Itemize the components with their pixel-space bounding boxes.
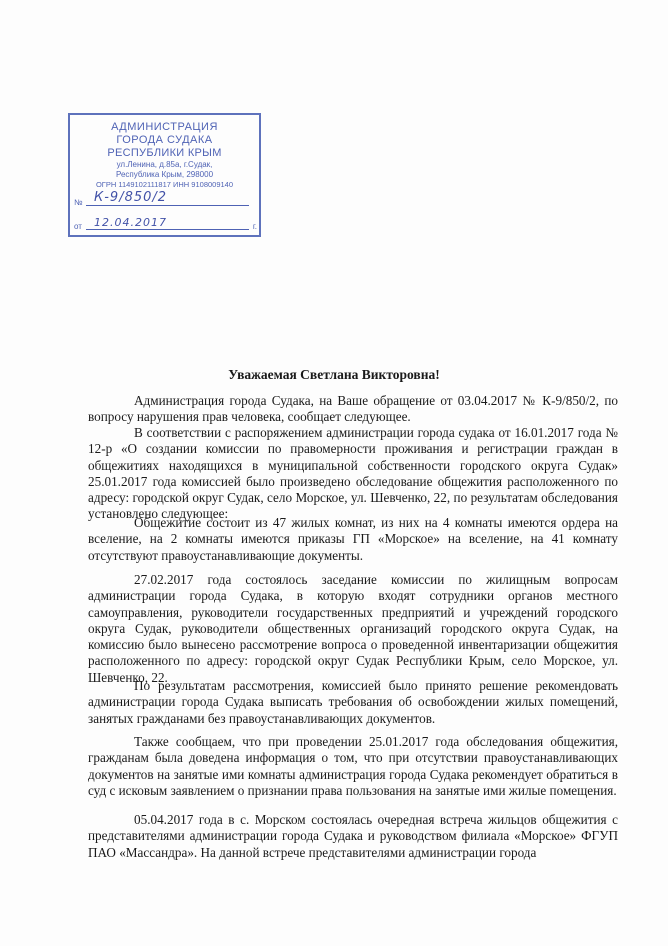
stamp-address-2: Республика Крым, 298000 [115, 170, 214, 179]
stamp-year-suffix: г. [252, 222, 257, 231]
stamp-number-line [86, 205, 249, 206]
paragraph-5: По результатам рассмотрения, комиссией было принято решение рекомендовать администрации города Судака выписать требования об освобождении жилых помещений, занятых гражданами без правоустанавливающих документов. [88, 678, 618, 726]
stamp-date-label: от [74, 222, 82, 231]
stamp-ogrn-inn: ОГРН 1149102111817 ИНН 9108009140 [95, 180, 234, 189]
paragraph-6: Также сообщаем, что при проведении 25.01.2017 года обследования общежития, гражданам была доведена информация о том, что при отсутствии правоустанавливающих документов на занятые ими комнаты администрация города Судака рекомендует обратиться в суд с исковым заявлением о признании права пользования на занятые ими жилые помещения. [88, 734, 618, 798]
paragraph-3: Общежитие состоит из 47 жилых комнат, из них на 4 комнаты имеются ордера на вселение, на 2 комнаты имеются приказы ГП «Морское» на вселение, на 41 комнату отсутствуют правоустанавливающие документы. [88, 515, 618, 563]
stamp-date-value: 12.04.2017 [94, 216, 167, 229]
stamp-address-1: ул.Ленина, д.85а, г.Судак, [116, 160, 213, 169]
stamp-line-2: ГОРОДА СУДАКА [116, 134, 213, 146]
letter-greeting: Уважаемая Светлана Викторовна! [228, 367, 440, 382]
stamp-date-line [86, 229, 249, 230]
stamp-date-row [74, 213, 257, 233]
paragraph-1: Администрация города Судака, на Ваше обращение от 03.04.2017 № К-9/850/2, по вопросу нарушения прав человека, сообщает следующее. [88, 393, 618, 425]
stamp-number-value: К-9/850/2 [94, 190, 168, 205]
paragraph-7: 05.04.2017 года в с. Морском состоялась очередная встреча жильцов общежития с представителями администрации города Судака и руководством филиала «Морское» ФГУП ПАО «Массандра». На данной встрече представителями администрации города [88, 812, 618, 860]
stamp-number-label: № [74, 198, 83, 207]
paragraph-2: В соответствии с распоряжением администрации города судака от 16.01.2017 года № 12-р «О создании комиссии по правомерности проживания и регистрации граждан в общежитиях находящихся в муниципальной собственности городского округа Судак» 25.01.2017 года комиссией было произведено обследование общежития расположенного по адресу: городской округ Судак, село Морское, ул. Шевченко, 22, по результатам обследования установлено следующее: [88, 425, 618, 522]
paragraph-4: 27.02.2017 года состоялось заседание комиссии по жилищным вопросам администрации города Судака, в которую входят сотрудники органов местного самоуправления, руководители государственных предприятий и учреждений городского округа Судак, руководители общественных организаций городского округа Судак, на комиссию было вынесено рассмотрение вопроса о проведенной инвентаризации общежития расположенного по адресу: городской округ Судак Республики Крым, село Морское, ул. Шевченко, 22. [88, 572, 618, 685]
stamp-line-3: РЕСПУБЛИКИ КРЫМ [107, 147, 222, 159]
stamp-line-1: АДМИНИСТРАЦИЯ [111, 121, 218, 133]
registration-stamp [68, 113, 261, 237]
stamp-number-row [74, 189, 257, 209]
